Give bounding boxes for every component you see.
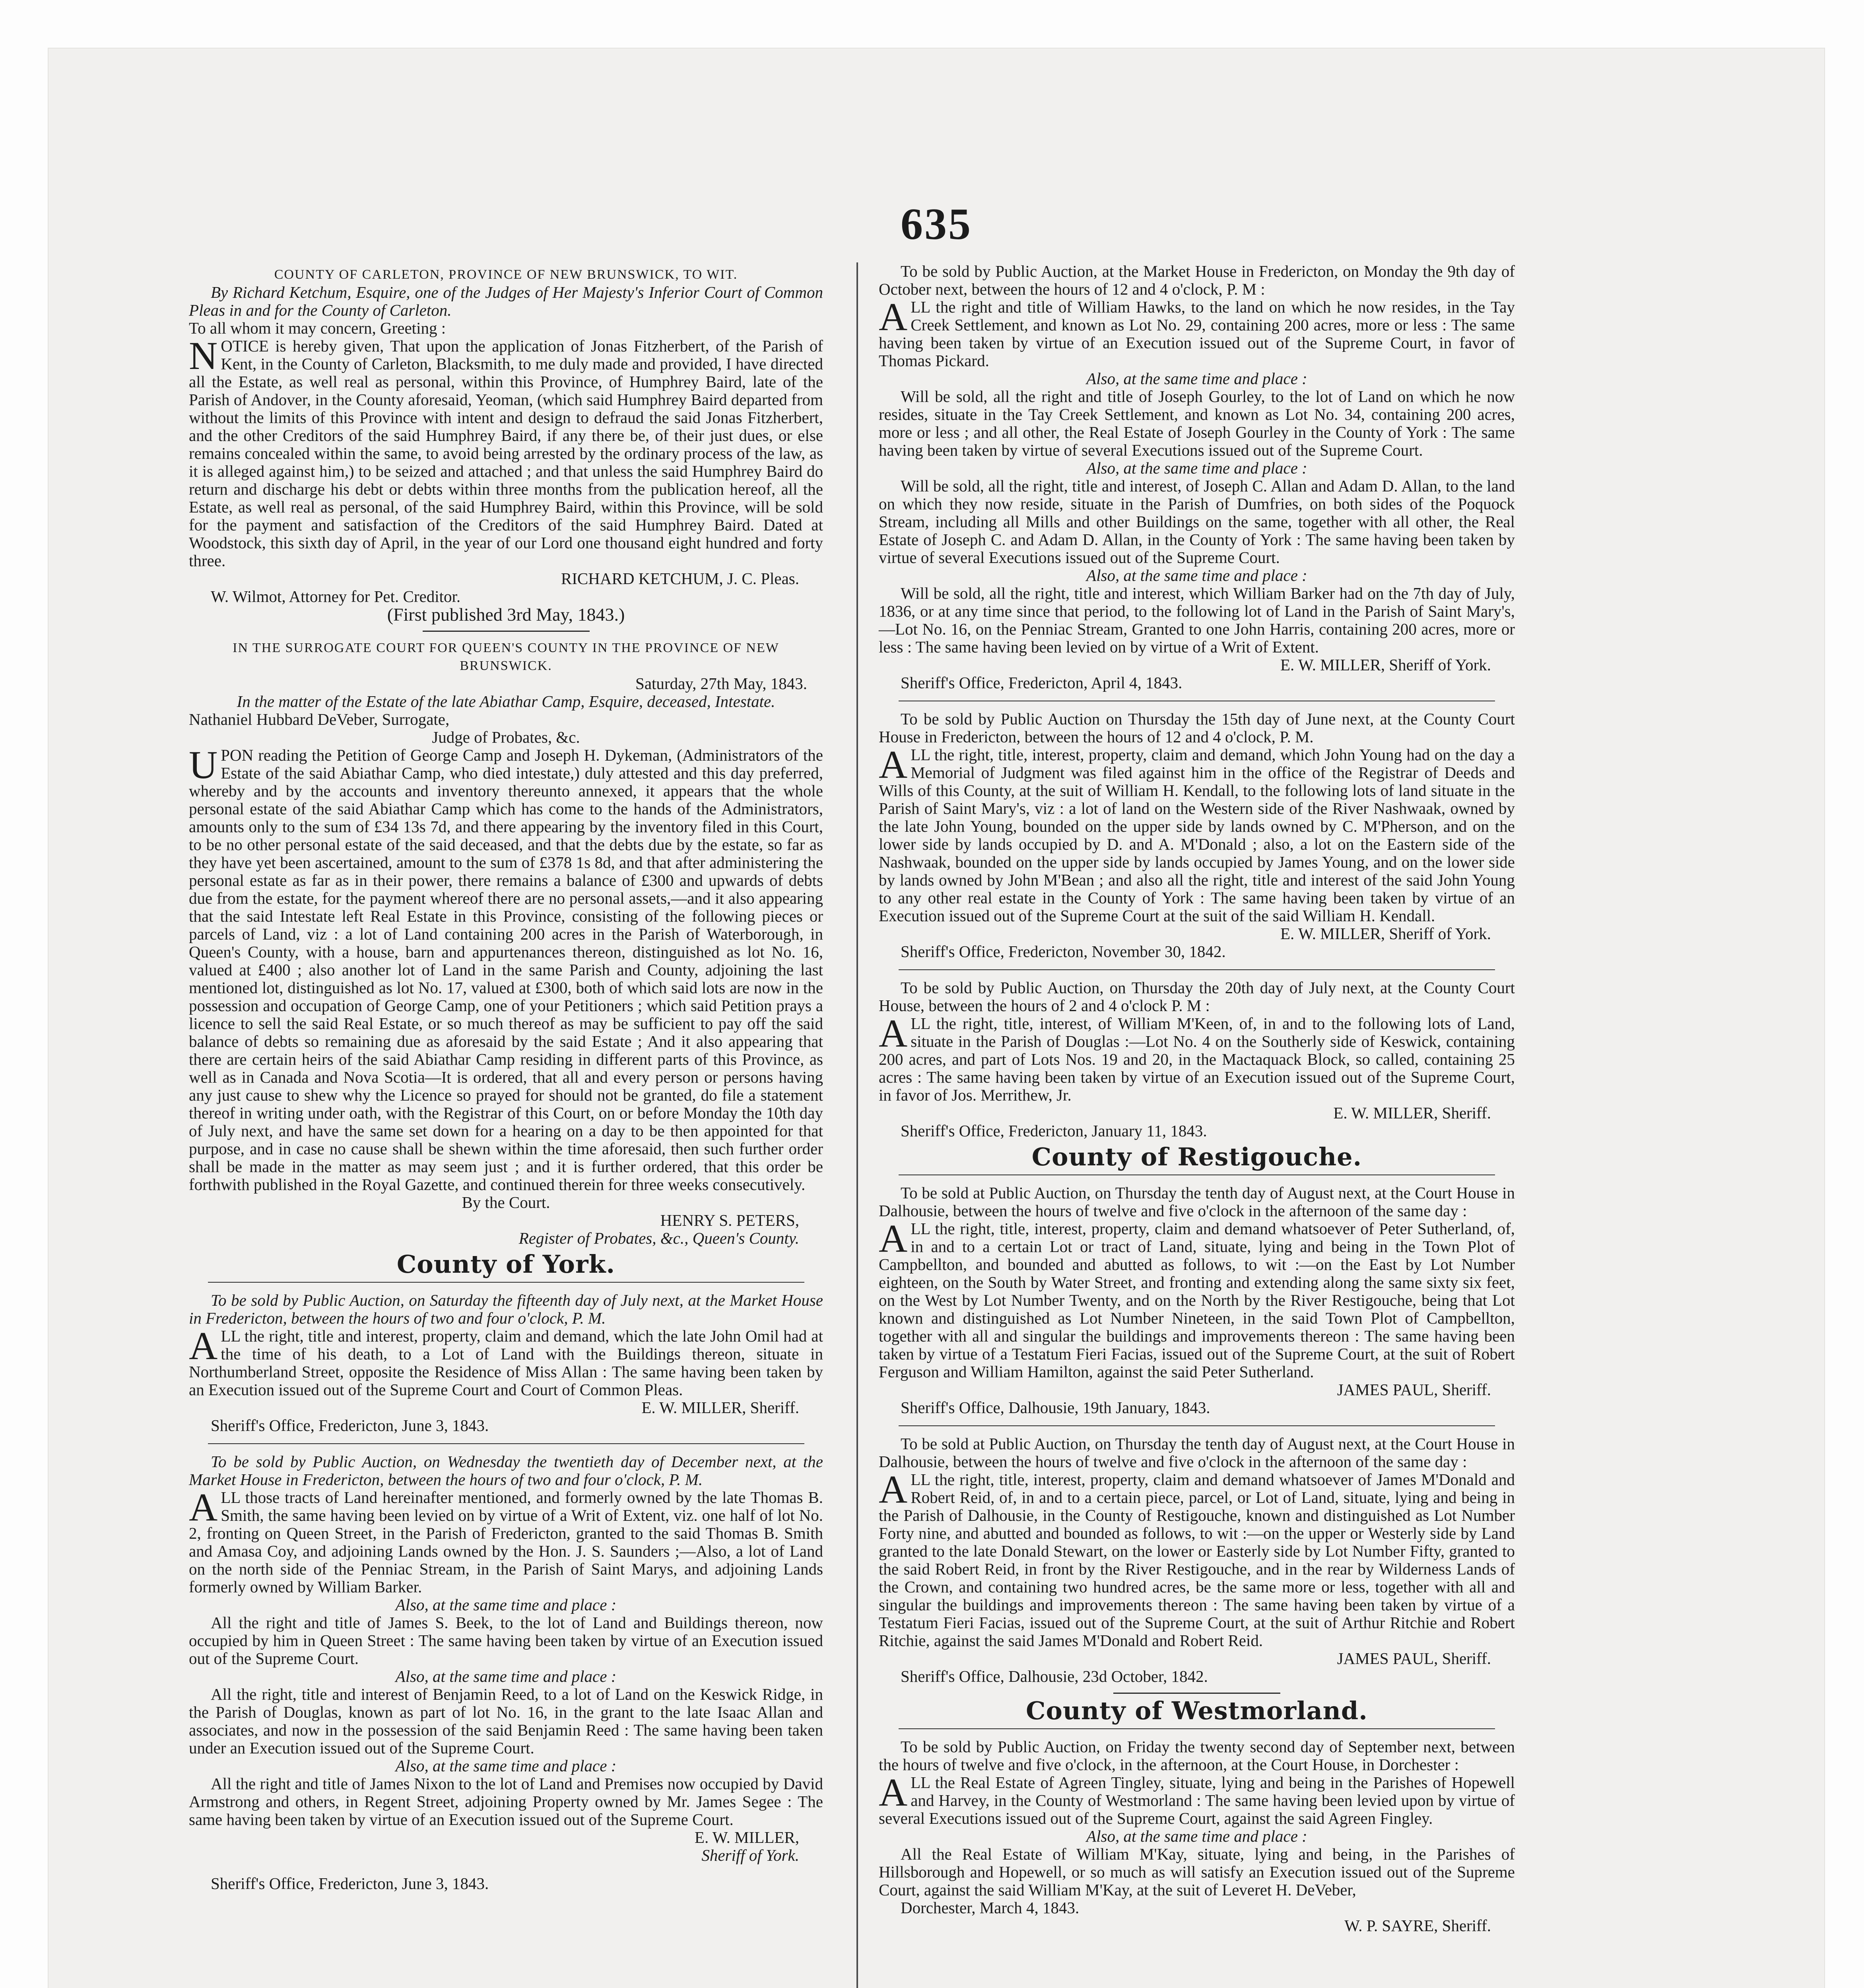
- surrogate-matter: In the matter of the Estate of the late Abiathar Camp, Esquire, deceased, Intestate.: [237, 692, 775, 711]
- notice-restigouche-mdonald: [879, 1435, 1515, 1685]
- notice-york-omil: [189, 1291, 823, 1435]
- auction-office: Sheriff's Office, Dalhousie, 23d October, 1842.: [901, 1667, 1208, 1685]
- right-column: [879, 262, 1515, 1935]
- notice-surrogate: [189, 639, 823, 1247]
- auction-paragraph: Will be sold, all the right, title and interest, of Joseph C. Allan and Adam D. Allan, to the land on which they now reside, situate in the Parish of Dumfries, on both sides of the Poquock Stream, including all Mills and other Buildings on the same, together with all other, the Real Estate of Joseph C. and Adam D. Allan, in the County of York : The same having been taken by virtue of several Executions issued out of the Supreme Court.: [879, 477, 1515, 567]
- drop-capital: A: [879, 1216, 908, 1260]
- auction-body-text: LL the right, title and interest, property, claim and demand, which the late John Omil had at the time of his death, to a Lot of Land with the Buildings thereon, situate in Northumberland Street, opposite the Residence of Miss Allan : The same having been taken by an Execution issued out of the Supreme Court and Court of Common Pleas.: [189, 1327, 823, 1399]
- drop-capital: A: [879, 742, 908, 786]
- surrogate-judge-title: Judge of Probates, &c.: [432, 728, 580, 746]
- section-rule: [899, 1425, 1495, 1426]
- county-restigouche-heading: County of Restigouche.: [1031, 1142, 1362, 1171]
- auction-body: [879, 295, 1515, 370]
- auction-body: [879, 1216, 1515, 1381]
- notice-westmorland-tingley: [879, 1738, 1515, 1935]
- auction-intro: To be sold at Public Auction, on Thursday the tenth day of August next, at the Court House in Dalhousie, between the hours of twelve and five o'clock in the afternoon of the same day :: [879, 1184, 1515, 1220]
- auction-intro: To be sold by Public Auction, on Saturday the fifteenth day of July next, at the Market House in Fredericton, between the hours of two and four o'clock, P. M.: [189, 1291, 823, 1327]
- also-line: Also, at the same time and place :: [1086, 369, 1307, 388]
- newspaper-page: [48, 48, 1825, 1988]
- auction-body: [189, 1485, 823, 1596]
- auction-signature-title: Sheriff of York.: [701, 1846, 799, 1864]
- also-line: Also, at the same time and place :: [1086, 459, 1307, 477]
- notice-heading: COUNTY OF CARLETON, PROVINCE OF NEW BRUNSWICK, TO WIT.: [274, 267, 738, 282]
- surrogate-signature: HENRY S. PETERS,: [660, 1211, 799, 1229]
- surrogate-signature-title: Register of Probates, &c., Queen's County.: [518, 1229, 799, 1247]
- section-rule: [899, 969, 1495, 970]
- county-westmorland-heading: County of Westmorland.: [1026, 1696, 1368, 1725]
- drop-capital: A: [879, 1011, 908, 1055]
- surrogate-heading: IN THE SURROGATE COURT FOR QUEEN'S COUNTY IN THE PROVINCE OF NEW BRUNSWICK.: [233, 641, 779, 673]
- also-line: Also, at the same time and place :: [395, 1667, 617, 1685]
- notice-york-mkeen: [879, 979, 1515, 1140]
- notice-restigouche-sutherland: [879, 1184, 1515, 1417]
- drop-capital: N: [189, 334, 218, 378]
- auction-office: Sheriff's Office, Fredericton, June 3, 1843.: [211, 1874, 489, 1893]
- surrogate-date: Saturday, 27th May, 1843.: [635, 674, 807, 693]
- section-rule: [208, 1443, 804, 1444]
- auction-intro: To be sold at Public Auction, on Thursday the tenth day of August next, at the Court House in Dalhousie, between the hours of twelve and five o'clock in the afternoon of the same day :: [879, 1435, 1515, 1471]
- auction-paragraph: All the Real Estate of William M'Kay, situate, lying and being, in the Parishes of Hillsborough and Hopewell, or so much as will satisfy an Execution issued out of the Supreme Court, against the said William M'Kay, at the suit of Leveret H. DeVeber,: [879, 1845, 1515, 1899]
- auction-signature: JAMES PAUL, Sheriff.: [1337, 1649, 1491, 1668]
- notice-signature: RICHARD KETCHUM, J. C. Pleas.: [561, 569, 799, 588]
- section-rule: [208, 1282, 804, 1283]
- notice-authority: By Richard Ketchum, Esquire, one of the Judges of Her Majesty's Inferior Court of Common Pleas in and for the County of Carleton.: [189, 283, 823, 319]
- section-rule: [423, 631, 590, 632]
- also-line: Also, at the same time and place :: [395, 1596, 617, 1614]
- notice-york-hawks: [879, 262, 1515, 692]
- surrogate-judge: Nathaniel Hubbard DeVeber, Surrogate,: [189, 710, 450, 728]
- auction-body-text: LL the right and title of William Hawks, to the land on which he now resides, in the Tay Creek Settlement, and known as Lot No. 29, containing 200 acres, more or less : The same having been taken by virtue of an Execution issued out of the Supreme Court, in favor of Thomas Pickard.: [879, 298, 1515, 370]
- drop-capital: A: [879, 1770, 908, 1814]
- surrogate-body-text: PON reading the Petition of George Camp and Joseph H. Dykeman, (Administrators of the Estate of the said Abiathar Camp, who died intestate,) duly attested and this day preferred, whereby and by the accounts and inventory thereunto annexed, it appears that the whole personal estate of the said Abiathar Camp which has come to the hands of the Administrators, amounts only to the sum of £34 13s 7d, and there appearing by the inventory filed in this Court, to be no other personal estate of the said deceased, and that the debts due by the estate, so far as they have yet been ascertained, amount to the sum of £378 1s 8d, and that after administering the personal estate as far as in their power, there remains a balance of £300 and upwards of debts due from the estate, for the payment whereof there are no personal assets,—and it also appearing that the said Intestate left Real Estate in this Province, consisting of the following pieces or parcels of Land, viz : a lot of Land containing 200 acres in the Parish of Waterborough, in Queen's County, with a house, barn and appurtenances thereon, distinguished as lot No. 16, valued at £400 ; also another lot of Land in the same Parish and County, adjoining the last mentioned lot, distinguished as lot No. 17, valued at £300, both of which said lots are now in the possession and occupation of George Camp, one of your Petitioners ; which said Petition prays a licence to sell the said Real Estate, or so much thereof as may be sufficient to pay off the said balance of debts so remaining due as aforesaid by the said Estate ; And it also appearing that there are certain heirs of the said Abiathar Camp residing in different parts of this Province, as well as in Canada and Nova Scotia—It is ordered, that all and every person or persons having any just cause to shew why the Licence so prayed for should not be granted, do file a statement thereof in writing under oath, with the Registrar of this Court, on or before Monday the 10th day of July next, and have the same set down for a hearing on a day to be then appointed for that purpose, and in case no cause shall be shewn within the time aforesaid, then such further order shall be made in the matter as may seem just ; and it is further ordered, that this order be forthwith published in the Royal Gazette, and continued therein for three weeks consecutively.: [189, 746, 823, 1194]
- left-column: [189, 262, 823, 1893]
- notice-body: [189, 334, 823, 570]
- auction-signature: E. W. MILLER, Sheriff.: [641, 1398, 799, 1417]
- auction-signature: E. W. MILLER, Sheriff of York.: [1280, 924, 1491, 943]
- auction-body: [189, 1324, 823, 1399]
- auction-signature: JAMES PAUL, Sheriff.: [1337, 1380, 1491, 1399]
- drop-capital: A: [189, 1485, 218, 1529]
- notice-carleton: [189, 266, 823, 623]
- auction-office: Sheriff's Office, Fredericton, April 4, 1843.: [901, 674, 1182, 692]
- auction-paragraph: Will be sold, all the right and title of Joseph Gourley, to the lot of Land on which he now resides, situate in the Tay Creek Settlement, and known as Lot No. 34, containing 200 acres, more or less ; and all other, the Real Estate of Joseph Gourley in the County of York : The same having been taken by virtue of several Executions issued out of the Supreme Court.: [879, 387, 1515, 459]
- auction-signature: E. W. MILLER,: [694, 1828, 799, 1846]
- auction-body-text: LL the right, title, interest, property, claim and demand whatsoever of James M'Donald and Robert Reid, of, in and to a certain piece, parcel, or Lot of Land, situate, lying and being in the Parish of Dalhousie, in the County of Restigouche, known and distinguished as Lot Number Forty nine, and abutted and bounded as follows, to wit :—on the upper or Westerly side by Land granted to the late Donald Stewart, on the lower or Easterly side by Lot Number Fifty, granted to the said Robert Reid, in front by the River Restigouche, and in the rear by Wilderness Lands of the Crown, and containing two hundred acres, be the same more or less, together with all and singular the buildings and improvements thereon : The same having been taken by virtue of a Testatum Fieri Facias, issued out of the Supreme Court, at the suit of Arthur Ritchie and Robert Ritchie, against the said James M'Donald and Robert Reid.: [879, 1470, 1515, 1650]
- auction-paragraph: Will be sold, all the right, title and interest, which William Barker had on the 7th day of July, 1836, or at any time since that period, to the following lot of Land in the Parish of Saint Mary's,—Lot No. 16, on the Penniac Stream, Granted to one John Harris, containing 200 acres, more or less : The same having been levied on by virtue of a Writ of Extent.: [879, 584, 1515, 656]
- page-number: 635: [901, 200, 972, 249]
- auction-intro: To be sold by Public Auction, on Wednesday the twentieth day of December next, at the Market House in Fredericton, between the hours of two and four o'clock, P. M.: [189, 1452, 823, 1489]
- auction-paragraph: All the right and title of James S. Beek, to the lot of Land and Buildings thereon, now occupied by him in Queen Street : The same having been taken by virtue of an Execution issued out of the Supreme Court.: [189, 1613, 823, 1668]
- notice-greeting: To all whom it may concern, Greeting :: [189, 319, 446, 337]
- notice-attorney: W. Wilmot, Attorney for Pet. Creditor.: [211, 587, 461, 606]
- auction-intro: To be sold by Public Auction, on Thursday the 20th day of July next, at the County Court House, between the hours of 2 and 4 o'clock P. M :: [879, 978, 1515, 1015]
- auction-body: [879, 1011, 1515, 1104]
- auction-office: Dorchester, March 4, 1843.: [901, 1899, 1080, 1917]
- drop-capital: A: [879, 295, 908, 339]
- auction-intro: To be sold by Public Auction on Thursday the 15th day of June next, at the County Court House in Fredericton, between the hours of 12 and 4 o'clock, P. M.: [879, 710, 1515, 746]
- section-rule: [1113, 1693, 1280, 1694]
- auction-body-text: LL the right, title, interest, of William M'Keen, of, in and to the following lots of Land, situate in the Parish of Douglas :—Lot No. 4 on the Southerly side of Keswick, containing 200 acres, and part of Lots Nos. 19 and 20, in the Mactaquack Block, so called, containing 25 acres : The same having been taken by virtue of an Execution issued out of the Supreme Court, in favor of Jos. Merrithew, Jr.: [879, 1014, 1515, 1104]
- drop-capital: U: [189, 743, 218, 787]
- auction-intro: To be sold by Public Auction, at the Market House in Fredericton, on Monday the 9th day of October next, between the hours of 12 and 4 o'clock, P. M :: [879, 262, 1515, 298]
- auction-office: Sheriff's Office, Dalhousie, 19th January, 1843.: [901, 1398, 1210, 1417]
- auction-signature: E. W. MILLER, Sheriff.: [1333, 1104, 1491, 1122]
- column-divider: [856, 262, 858, 1988]
- spacer: [189, 1864, 823, 1875]
- auction-office: Sheriff's Office, Fredericton, June 3, 1843.: [211, 1416, 489, 1435]
- auction-signature: E. W. MILLER, Sheriff of York.: [1280, 656, 1491, 674]
- auction-office: Sheriff's Office, Fredericton, January 11, 1843.: [901, 1122, 1207, 1140]
- auction-body: [879, 1467, 1515, 1650]
- auction-paragraph: All the right and title of James Nixon to the lot of Land and Premises now occupied by David Armstrong and others, in Regent Street, adjoining Property owned by Mr. James Segee : The same having been taken by virtue of an Execution issued out of the Supreme Court.: [189, 1774, 823, 1829]
- also-line: Also, at the same time and place :: [1086, 566, 1307, 584]
- notice-york-young: [879, 710, 1515, 961]
- also-line: Also, at the same time and place :: [1086, 1827, 1307, 1845]
- auction-office: Sheriff's Office, Fredericton, November 30, 1842.: [901, 942, 1226, 961]
- drop-capital: A: [189, 1324, 218, 1368]
- county-york-heading: County of York.: [396, 1250, 616, 1279]
- auction-body-text: LL the right, title, interest, property, claim and demand whatsoever of Peter Sutherland, of, in and to a certain Lot or tract of Land, situate, lying and being in the Town Plot of Campbellton, and bounded and abutted as follows, to wit :—on the East by Lot Number eighteen, on the South by Water Street, and fronting and extending along the same sixty six feet, on the West by Lot Number Twenty, and on the North by the River Restigouche, being that Lot known and distinguished as Lot Number Nineteen, in the said Town Plot of Campbellton, together with all and singular the buildings and improvements thereon : The same having been taken by virtue of a Testatum Fieri Facias, issued out of the Supreme Court, at the suit of Robert Ferguson and William Hamilton, against the said Peter Sutherland.: [879, 1219, 1515, 1381]
- section-rule: [899, 1728, 1495, 1729]
- auction-body-text: LL those tracts of Land hereinafter mentioned, and formerly owned by the late Thomas B. Smith, the same having been levied on by virtue of a Writ of Extent, viz. one half of lot No. 2, fronting on Queen Street, in the Parish of Fredericton, granted to the said Thomas B. Smith and Amasa Coy, and adjoining Lands owned by the Hon. J. S. Saunders ;—Also, a lot of Land on the north side of the Penniac Stream, in the Parish of Saint Marys, and adjoining Lands formerly owned by William Barker.: [189, 1488, 823, 1596]
- also-line: Also, at the same time and place :: [395, 1757, 617, 1775]
- auction-paragraph: All the right, title and interest of Benjamin Reed, to a lot of Land on the Keswick Ridge, in the Parish of Douglas, known as part of lot No. 16, in the grant to the late Isaac Allan and associates, and now in the possession of the said Benjamin Reed : The same having been taken under an Execution issued out of the Supreme Court.: [189, 1685, 823, 1757]
- auction-body: [879, 1770, 1515, 1827]
- notice-york-smith: [189, 1453, 823, 1893]
- auction-body-text: LL the right, title, interest, property, claim and demand, which John Young had on the day a Memorial of Judgment was filed against him in the office of the Registrar of Deeds and Wills of this County, at the suit of William H. Kendall, to the following lots of land situate in the Parish of Saint Mary's, viz : a lot of land on the Western side of the River Nashwaak, owned by the late John Young, bounded on the upper side by lands owned by C. M'Pherson, and on the lower side by lands occupied by D. and A. M'Donald ; also, a lot on the Eastern side of the Nashwaak, bounded on the upper side by lands occupied by James Young, and on the lower side by lands owned by John M'Bean ; and also all the right, title and interest of the said John Young to any other real estate in the County of York : The same having been taken by virtue of an Execution issued out of the Supreme Court at the suit of the said William H. Kendall.: [879, 746, 1515, 925]
- auction-body: [879, 742, 1515, 925]
- surrogate-by-court: By the Court.: [462, 1193, 550, 1211]
- auction-signature: W. P. SAYRE, Sheriff.: [1344, 1916, 1491, 1935]
- auction-intro: To be sold by Public Auction, on Friday the twenty second day of September next, between the hours of twelve and five o'clock, in the afternoon, at the Court House, in Dorchester :: [879, 1738, 1515, 1774]
- notice-first-published: (First published 3rd May, 1843.): [387, 604, 625, 625]
- drop-capital: A: [879, 1467, 908, 1511]
- auction-body-text: LL the Real Estate of Agreen Tingley, situate, lying and being in the Parishes of Hopewell and Harvey, in the County of Westmorland : The same having been levied upon by virtue of several Executions issued out of the Supreme Court, against the said Agreen Fingley.: [879, 1773, 1515, 1827]
- notice-body-text: OTICE is hereby given, That upon the application of Jonas Fitzherbert, of the Parish of Kent, in the County of Carleton, Blacksmith, to me duly made and provided, I have directed all the Estate, as well real as personal, within this Province, of Humphrey Baird, late of the Parish of Andover, in the County aforesaid, Yeoman, (which said Humphrey Baird departed from without the limits of this Province with intent and design to defraud the said Jonas Fitzherbert, and the other Creditors of the said Humphrey Baird, if any there be, of their just dues, or else remains concealed within the same, to avoid being arrested by the ordinary process of the law, as it is alleged against him,) to be seized and attached ; and that unless the said Humphrey Baird do return and discharge his debt or debts within three months from the publication hereof, all the Estate, as well real as personal, of the said Humphrey Baird, within this Province, will be sold for the payment and satisfaction of the Creditors of the said Humphrey Baird. Dated at Woodstock, this sixth day of April, in the year of our Lord one thousand eight hundred and forty three.: [189, 337, 823, 570]
- surrogate-body: [189, 743, 823, 1194]
